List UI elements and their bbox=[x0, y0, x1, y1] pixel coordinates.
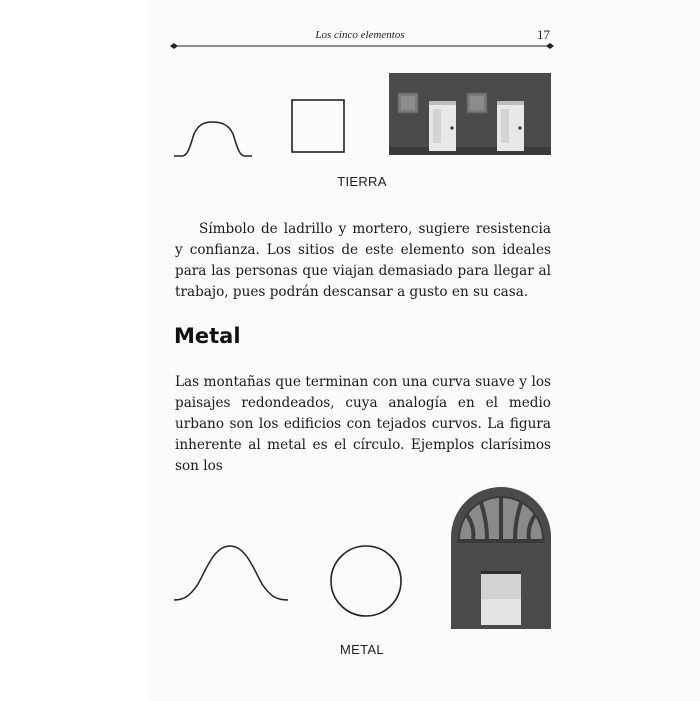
tierra-paragraph: Símbolo de ladrillo y mortero, sugiere resistencia y confianza. Los sitios de este elemento son ideales para las personas que viajan demasiado para llegar al trabajo, pues podrán descansar a gusto en su casa. bbox=[175, 221, 551, 300]
page-number: 17 bbox=[537, 27, 550, 42]
tierra-caption: TIERRA bbox=[337, 174, 387, 189]
tierra-building-illustration bbox=[389, 73, 551, 155]
metal-paragraph: Las montañas que terminan con una curva suave y los paisajes redondeados, cuya analogía en el medio urbano son los edificios con tejados curvos. La figura inherente al metal es el círculo. Ejemplos clarísimos son los bbox=[175, 374, 551, 474]
metal-caption: METAL bbox=[340, 642, 384, 657]
running-title: Los cinco elementos bbox=[315, 29, 405, 41]
metal-heading: Metal bbox=[174, 324, 241, 348]
metal-bell-curve bbox=[172, 540, 290, 606]
header-rule bbox=[170, 42, 554, 50]
tierra-square bbox=[289, 98, 347, 154]
metal-dome-building-illustration bbox=[451, 487, 551, 629]
metal-circle bbox=[328, 543, 404, 619]
tierra-mound-curve bbox=[172, 116, 254, 160]
